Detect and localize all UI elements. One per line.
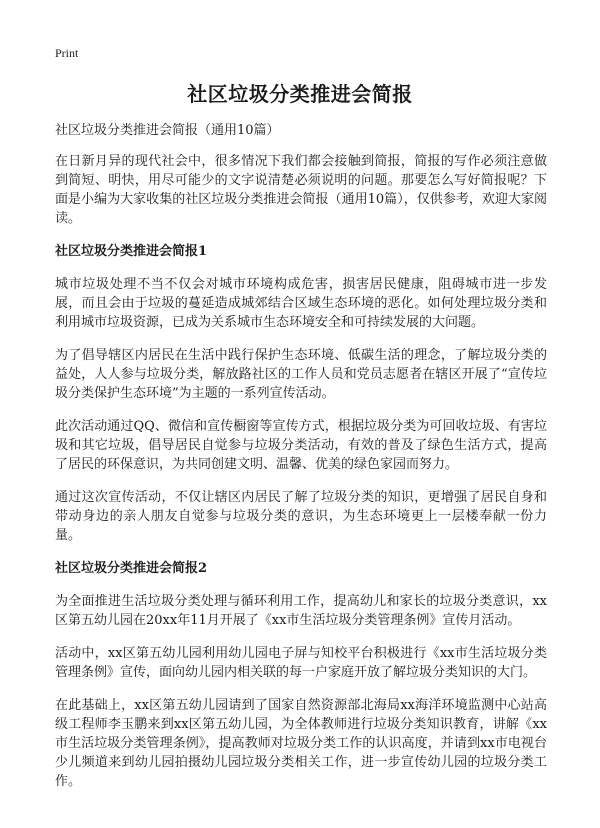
section-heading: 社区垃圾分类推进会简报1 [55, 244, 208, 259]
section-paragraph: 此次活动通过QQ、微信和宣传橱窗等宣传方式，根据垃圾分类为可回收垃圾、有害垃圾和其它垃圾，倡导居民自觉参与垃圾分类活动，有效的普及了绿色生活方式，提高了居民的环保意识，为共同创建文明、温馨、优美的绿色家园而努力。 [55, 419, 547, 472]
section-paragraph: 通过这次宣传活动，不仅让辖区内居民了解了垃圾分类的知识，更增强了居民自身和带动身边的亲人朋友自觉参与垃圾分类的意识，为生态环境更上一层楼奉献一份力量。 [55, 490, 547, 543]
document-body [55, 121, 547, 805]
section-heading: 社区垃圾分类推进会简报2 [55, 561, 208, 576]
intro-paragraph: 在日新月异的现代社会中，很多情况下我们都会接触到简报，简报的写作必须注意做到简短、明快，用尽可能少的文字说清楚必须说明的问题。那要怎么写好简报呢？下面是小编为大家收集的社区垃圾分类推进会简报（通用10篇），仅供参考，欢迎大家阅读。 [55, 154, 547, 226]
section-paragraph: 城市垃圾处理不当不仅会对城市环境构成危害，损害居民健康，阻碍城市进一步发展，而且会由于垃圾的蔓延造成城郊结合区域生态环境的恶化。如何处理垃圾分类和利用城市垃圾资源，已成为关系城市生态环境安全和可持续发展的大问题。 [55, 277, 547, 330]
page-title: 社区垃圾分类推进会简报 [187, 82, 413, 106]
document-subtitle: 社区垃圾分类推进会简报（通用10篇） [55, 123, 280, 138]
section-paragraph: 为了倡导辖区内居民在生活中践行保护生态环境、低碳生活的理念，了解垃圾分类的益处，人人参与垃圾分类，解放路社区的工作人员和党员志愿者在辖区开展了“宣传垃圾分类保护生态环境”为主题的一系列宣传活动。 [55, 348, 547, 401]
section-paragraph: 活动中，xx区第五幼儿园利用幼儿园电子屏与知校平台积极进行《xx市生活垃圾分类管理条例》宣传，面向幼儿园内相关联的每一户家庭开放了解垃圾分类知识的大门。 [55, 646, 547, 680]
section-paragraph: 为全面推进生活垃圾分类处理与循环利用工作，提高幼儿和家长的垃圾分类意识，xx区第五幼儿园在20xx年11月开展了《xx市生活垃圾分类管理条例》宣传月活动。 [55, 594, 547, 628]
print-link[interactable]: Print [55, 46, 79, 60]
section-paragraph: 在此基础上，xx区第五幼儿园请到了国家自然资源部北海局xx海洋环境监测中心站高级工程师李玉鹏来到xx区第五幼儿园，为全体教师进行垃圾分类知识教育，讲解《xx市生活垃圾分类管理条例》，提高教师对垃圾分类工作的认识高度，并请到xx市电视台少儿频道来到幼儿园拍摄幼儿园垃圾分类相关工作，进一步宣传幼儿园的垃圾分类工作。 [55, 698, 547, 789]
